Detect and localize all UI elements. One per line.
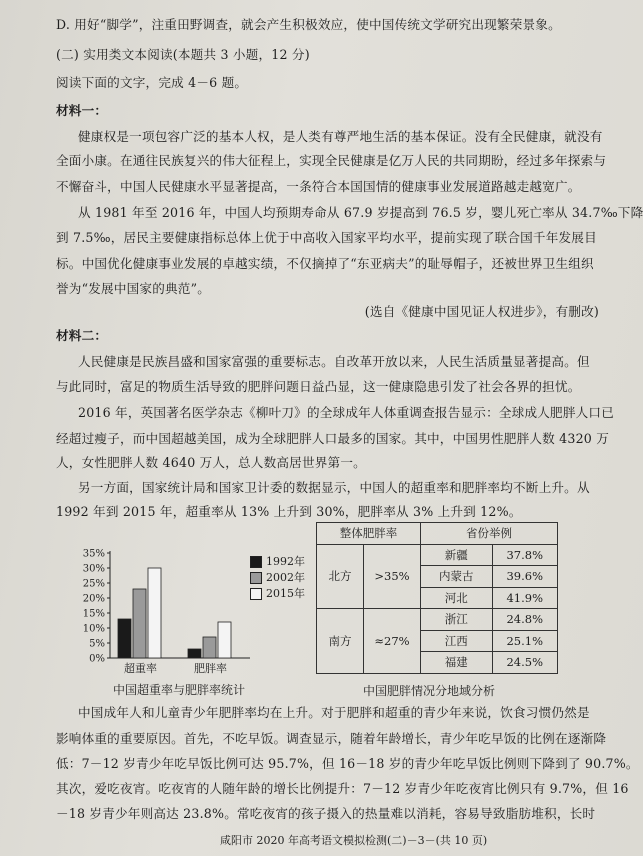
table-caption: 中国肥胖情况分地域分析	[363, 684, 496, 698]
province-cell: 福建	[421, 652, 493, 674]
option-d: D. 用好“脚学”，注重田野调查，就会产生积极效应，使中国传统文学研究出现繁荣景象。	[56, 17, 561, 32]
material-one-title: 材料一：	[56, 103, 108, 118]
region-cell: 南方	[317, 609, 364, 674]
y-tick-label: 35%	[82, 548, 105, 560]
value-cell: 37.8%	[492, 544, 557, 566]
paragraph-line: 2016 年，英国著名医学杂志《柳叶刀》的全球成年人体重调查报告显示：全球成人肥胖人口已	[78, 405, 615, 420]
source-note: (选自《健康中国见证人权进步》，有删改)	[364, 304, 599, 319]
legend-label: 2015年	[266, 587, 305, 600]
value-cell: 39.6%	[492, 566, 557, 588]
y-tick-label: 20%	[82, 593, 105, 605]
province-cell: 内蒙古	[421, 566, 493, 588]
legend-swatch	[250, 572, 262, 584]
legend-item	[250, 554, 305, 570]
paragraph-line: 低：7－12 岁青少年吃早饭比例可达 95.7%，但 16－18 岁的青少年吃早饭比例则下降到了 90.7%。	[56, 756, 639, 771]
page-footer: 咸阳市 2020 年高考语文模拟检测(二)－3－(共 10 页)	[220, 834, 488, 847]
y-tick-label: 30%	[82, 563, 105, 575]
bar	[118, 619, 131, 658]
paragraph-line: 到 7.5‰，居民主要健康指标总体上优于中高收入国家平均水平，提前实现了联合国千年发展目	[56, 230, 597, 245]
paragraph-line: 标。中国优化健康事业发展的卓越实绩，不仅摘掉了“东亚病夫”的耻辱帽子，还被世界卫生组织	[56, 256, 594, 271]
rate-cell: ≈27%	[364, 609, 421, 674]
paragraph-line: 另一方面，国家统计局和国家卫计委的数据显示，中国人的超重率和肥胖率均不断上升。从	[78, 480, 590, 495]
x-category-label: 肥胖率	[194, 662, 227, 675]
section-heading: (二) 实用类文本阅读(本题共 3 小题，12 分)	[56, 47, 310, 62]
paragraph-line: 人，女性肥胖人数 4640 万人，总人数高居世界第一。	[56, 455, 366, 470]
y-tick-label: 10%	[82, 623, 105, 635]
paragraph-line: 与此同时，富足的物质生活导致的肥胖问题日益凸显，这一健康隐患引发了社会各界的担忧。	[56, 379, 581, 394]
province-cell: 浙江	[421, 609, 493, 631]
y-tick-label: 25%	[82, 578, 105, 590]
value-cell: 25.1%	[492, 630, 557, 652]
value-cell: 24.5%	[492, 652, 557, 674]
bar	[148, 568, 161, 658]
paragraph-line: 从 1981 年至 2016 年，中国人均预期寿命从 67.9 岁提高到 76.5 岁，婴儿死亡率从 34.7‰下降	[78, 205, 643, 220]
legend-item	[250, 586, 305, 602]
chart-legend	[250, 554, 305, 602]
value-cell: 41.9%	[492, 587, 557, 609]
table-header-cell: 省份举例	[421, 523, 558, 545]
bar	[218, 622, 231, 658]
bar	[203, 637, 216, 658]
paragraph-line: 健康权是一项包容广泛的基本人权，是人类有尊严地生活的基本保证。没有全民健康，就没有	[78, 129, 603, 144]
legend-item	[250, 570, 305, 586]
y-tick-label: 0%	[89, 653, 105, 665]
material-two-title: 材料二：	[56, 328, 108, 343]
region-cell: 北方	[317, 544, 364, 609]
paragraph-line: 不懈奋斗，中国人民健康水平显著提高，一条符合本国国情的健康事业发展道路越走越宽广。	[56, 179, 581, 194]
y-tick-label: 15%	[82, 608, 105, 620]
legend-swatch	[250, 556, 262, 568]
paragraph-line: 誉为“发展中国家的典范”。	[56, 281, 211, 296]
legend-label: 1992年	[266, 555, 305, 568]
chart-caption: 中国超重率与肥胖率统计	[113, 683, 246, 697]
province-cell: 河北	[421, 587, 493, 609]
table-row	[317, 544, 558, 566]
rate-cell: >35%	[364, 544, 421, 609]
paragraph-line: 其次，爱吃夜宵。吃夜宵的人随年龄的增长比例提升：7－12 岁青少年吃夜宵比例只有 9.7%，但 16	[56, 781, 629, 796]
table-header-row	[317, 523, 558, 545]
bar	[188, 649, 201, 658]
province-cell: 新疆	[421, 544, 493, 566]
y-tick-label: 5%	[89, 638, 105, 650]
paragraph-line: 影响体重的重要原因。首先，不吃早饭。调查显示，随着年龄增长，青少年吃早饭的比例在逐渐降	[56, 731, 607, 746]
table-header-cell: 整体肥胖率	[317, 523, 421, 545]
x-category-label: 超重率	[124, 662, 157, 675]
legend-swatch	[250, 588, 262, 600]
paragraph-line: －18 岁青少年则高达 23.8%。常吃夜宵的孩子摄入的热量难以消耗，容易导致脂肪堆积，长时	[56, 806, 596, 821]
paragraph-line: 中国成年人和儿童青少年肥胖率均在上升。对于肥胖和超重的青少年来说，饮食习惯仍然是	[78, 705, 590, 720]
regional-obesity-table	[316, 522, 558, 674]
paragraph-line: 1992 年到 2015 年，超重率从 13% 上升到 30%，肥胖率从 3% 上升到 12%。	[56, 504, 522, 519]
value-cell: 24.8%	[492, 609, 557, 631]
table-row	[317, 609, 558, 631]
province-cell: 江西	[421, 630, 493, 652]
instruction: 阅读下面的文字，完成 4－6 题。	[56, 75, 248, 90]
bar	[133, 589, 146, 658]
paragraph-line: 经超过瘦子，而中国超越美国，成为全球肥胖人口最多的国家。其中，中国男性肥胖人数 4320 万	[56, 431, 610, 446]
legend-label: 2002年	[266, 571, 305, 584]
paragraph-line: 全面小康。在通往民族复兴的伟大征程上，实现全民健康是亿万人民的共同期盼，经过多年探索与	[56, 153, 607, 168]
paragraph-line: 人民健康是民族昌盛和国家富强的重要标志。自改革开放以来，人民生活质量显著提高。但	[78, 354, 590, 369]
